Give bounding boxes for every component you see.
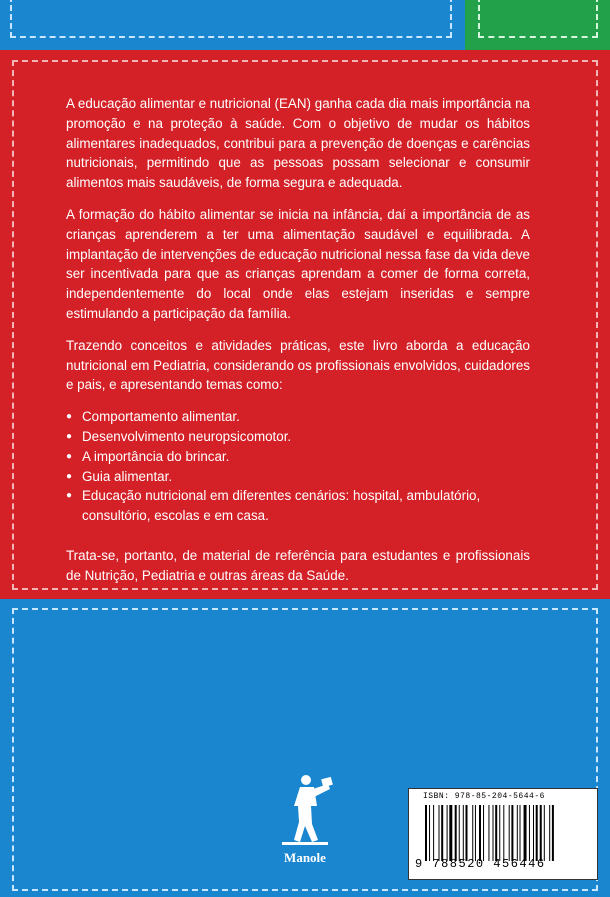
barcode-bar: [495, 805, 497, 861]
barcode-bar: [533, 805, 534, 861]
reading-figure-icon: [270, 770, 340, 846]
barcode-bar: [459, 805, 460, 861]
topics-list: [66, 407, 530, 526]
barcode-bar: [503, 805, 504, 861]
barcode-bar: [466, 805, 468, 861]
barcode-bar: [441, 805, 443, 861]
barcode-bar: [455, 805, 457, 861]
barcode-bar: [493, 805, 494, 861]
publisher-logo: [270, 770, 340, 866]
barcode-bar: [524, 805, 527, 861]
topic-item: ● Educação nutricional em diferentes cenários: hospital, ambulatório, consultório, escolas e em casa.: [66, 486, 530, 526]
barcode-bar: [439, 805, 440, 861]
barcode-bar: [509, 805, 510, 861]
isbn-label: ISBN: 978-85-204-5644-6: [423, 792, 545, 801]
synopsis-paragraph-1: A educação alimentar e nutricional (EAN) ganha cada dia mais importância na promoção e na proteção à saúde. Com o objetivo de mudar os hábitos alimentares inadequados, contribui para a prevenção de doenças e carências nutricionais, permitindo que as pessoas possam selecionar e consumir alimentos mais saudáveis, de forma segura e adequada.: [66, 96, 530, 191]
barcode-bar: [520, 805, 521, 861]
barcode-bar: [449, 805, 452, 861]
top-green-stitch: [478, 0, 598, 38]
barcode-bar: [425, 805, 427, 861]
barcode-bar: [472, 805, 473, 861]
barcode-bar: [511, 805, 513, 861]
barcode-bar: [475, 805, 476, 861]
barcode-bar: [463, 805, 464, 861]
barcode-bar: [433, 805, 434, 861]
barcode-bar: [429, 805, 430, 861]
barcode-bar: [529, 805, 530, 861]
synopsis-paragraph-2: A formação do hábito alimentar se inicia na infância, daí a importância de as crianças aprenderem a ter uma alimentação saudável e equilibrada. A implantação de intervenções de educação nutricional nessa fase da vida deve ser incentivada para que as crianças aprendam a comer de forma correta, independentemente do local onde elas estejam inseridas e sempre estimulando a participação da família.: [66, 206, 530, 321]
barcode-bar: [479, 805, 481, 861]
barcode-bar: [517, 805, 518, 861]
barcode-bar: [483, 805, 484, 861]
barcode-bar: [540, 805, 542, 861]
synopsis-panel: [0, 50, 610, 599]
isbn-barcode-box: [408, 788, 598, 880]
publisher-name: Manole: [284, 850, 326, 865]
barcode-bar: [488, 805, 489, 861]
top-green-band: [465, 0, 610, 50]
topic-item: ● A importância do brincar.: [66, 447, 530, 467]
top-blue-stitch: [10, 0, 452, 38]
topic-item: ● Comportamento alimentar.: [66, 407, 530, 427]
barcode-bar: [552, 805, 554, 861]
barcode: [423, 805, 583, 861]
synopsis-text: [66, 94, 530, 598]
top-blue-band: [0, 0, 465, 50]
barcode-bar: [549, 805, 550, 861]
topic-item: ● Guia alimentar.: [66, 467, 530, 487]
topic-item: ● Desenvolvimento neuropsicomotor.: [66, 427, 530, 447]
barcode-bar: [536, 805, 538, 861]
closing-paragraph: Trata-se, portanto, de material de referência para estudantes e profissionais de Nutrição, Pediatria e outras áreas da Saúde.: [66, 547, 530, 583]
synopsis-paragraph-3: Trazendo conceitos e atividades práticas, este livro aborda a educação nutricional em Pediatria, considerando os profissionais envolvidos, cuidadores e pais, e apresentando temas como:: [66, 337, 530, 393]
barcode-number: 9 788520 456446: [415, 857, 546, 871]
barcode-bar: [499, 805, 500, 861]
barcode-bar: [447, 805, 448, 861]
barcode-bar: [544, 805, 545, 861]
